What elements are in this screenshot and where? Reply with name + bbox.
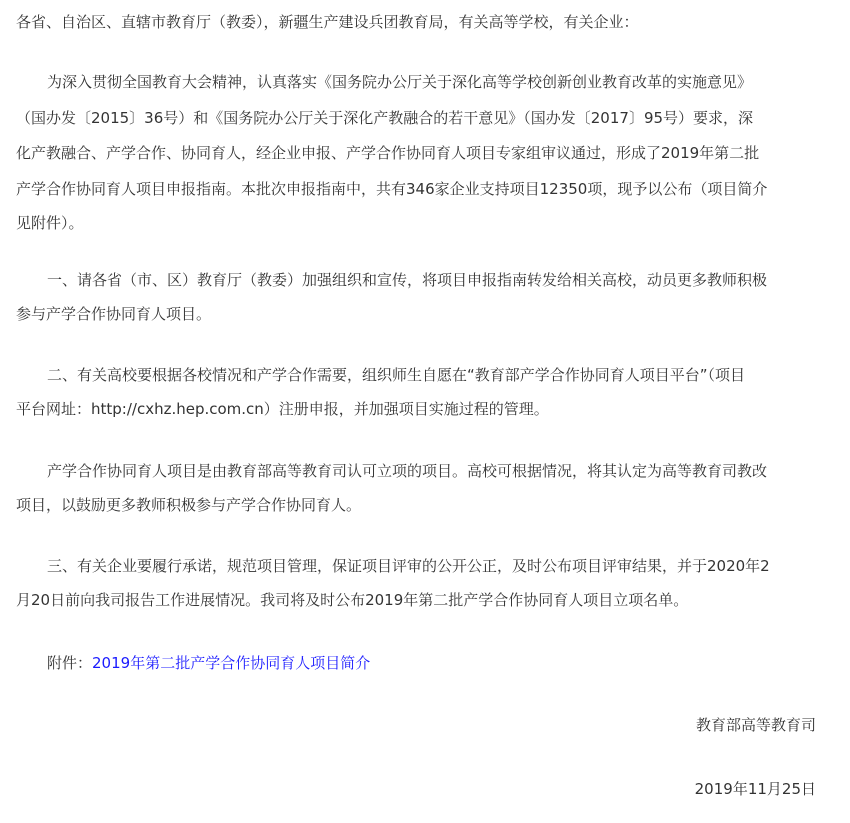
paragraph-line: 月20日前向我司报告工作进展情况。我司将及时公布2019年第二批产学合作协同育人项目立项名单。 bbox=[16, 591, 689, 609]
salutation: 各省、自治区、直辖市教育厅（教委），新疆生产建设兵团教育局，有关高等学校，有关企业： bbox=[16, 13, 639, 31]
issue-date: 2019年11月25日 bbox=[694, 780, 816, 798]
paragraph-line: 项目，以鼓励更多教师积极参与产学合作协同育人。 bbox=[16, 496, 362, 514]
paragraph-line: 为深入贯彻全国教育大会精神，认真落实《国务院办公厅关于深化高等学校创新创业教育改革的实施意见》 bbox=[47, 73, 753, 91]
paragraph-line: 三、有关企业要履行承诺，规范项目管理，保证项目评审的公开公正，及时公布项目评审结果，并于2020年2 bbox=[47, 557, 770, 575]
paragraph-line: 一、请各省（市、区）教育厅（教委）加强组织和宣传，将项目申报指南转发给相关高校，动员更多教师积极 bbox=[47, 271, 768, 289]
paragraph-line: （国办发〔2015〕36号）和《国务院办公厅关于深化产教融合的若干意见》（国办发〔2017〕95号）要求，深 bbox=[16, 109, 754, 127]
attachment-label: 附件： bbox=[47, 654, 93, 672]
paragraph-line: 参与产学合作协同育人项目。 bbox=[16, 305, 212, 323]
paragraph-line: 二、有关高校要根据各校情况和产学合作需要，组织师生自愿在“教育部产学合作协同育人项目平台”（项目 bbox=[47, 366, 746, 384]
paragraph-line: 见附件）。 bbox=[16, 214, 84, 232]
paragraph-line: 产学合作协同育人项目是由教育部高等教育司认可立项的项目。高校可根据情况，将其认定为高等教育司教改 bbox=[47, 462, 768, 480]
paragraph-line: 平台网址：http://cxhz.hep.com.cn）注册申报，并加强项目实施过程的管理。 bbox=[16, 400, 549, 418]
attachment bbox=[47, 647, 822, 679]
attachment-link[interactable]: 2019年第二批产学合作协同育人项目简介 bbox=[92, 654, 371, 672]
paragraph-line: 产学合作协同育人项目申报指南。本批次申报指南中，共有346家企业支持项目12350项，现予以公布（项目简介 bbox=[16, 180, 768, 198]
paragraph-line: 化产教融合、产学合作、协同育人，经企业申报、产学合作协同育人项目专家组审议通过，形成了2019年第二批 bbox=[16, 144, 760, 162]
issuer-signature: 教育部高等教育司 bbox=[695, 716, 816, 734]
